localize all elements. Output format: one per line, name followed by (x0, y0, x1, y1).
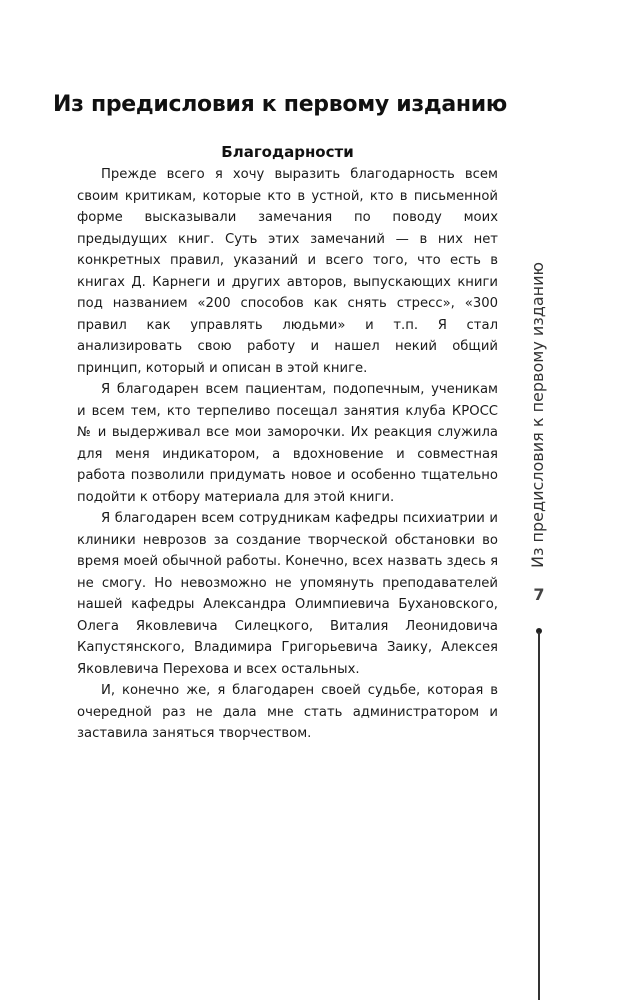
chapter-title: Из предисловия к первому изданию (53, 92, 507, 117)
paragraph-3: Я благодарен всем сотрудникам кафедры психиатрии и клиники неврозов за создание творческой обстановки во время моей обычной работы. Конечно, всех назвать здесь я не смогу. Но невозможно не упомянуть преподавателей нашей кафедры Александра Олимпиевича Бухановского, Олега Яковлевича Силецкого, Виталия Леонидовича Капустянского, Владимира Григорьевича Заику, Алексея Яковлевича Перехова и всех остальных. (77, 511, 498, 677)
body-text (77, 164, 498, 745)
section-heading: Благодарности (221, 143, 354, 161)
running-head: Из предисловия к первому изданию (528, 262, 547, 568)
paragraph-2: Я благодарен всем пациентам, подопечным, ученикам и всем тем, кто терпеливо посещал занятия клуба КРОСС № и выдерживал все мои заморочки. Их реакция служила для меня индикатором, а вдохновение и совместная работа позволили придумать новое и особенно тщательно подойти к отбору материала для этой книги. (77, 382, 498, 505)
paragraph-4: И, конечно же, я благодарен своей судьбе, которая в очередной раз не дала мне стать администратором и заставила заняться творчеством. (77, 683, 498, 741)
margin-rule (538, 632, 540, 1000)
page-number: 7 (533, 585, 545, 604)
paragraph-1: Прежде всего я хочу выразить благодарность всем своим критикам, которые кто в устной, кто в письменной форме высказывали замечания по поводу моих предыдущих книг. Суть этих замечаний — в них нет конкретных правил, указаний и всего того, что есть в книгах Д. Карнеги и других авторов, выпускающих книги под названием «200 способов как снять стресс», «300 правил как управлять людьми» и т.п. Я стал анализировать свою работу и нашел некий общий принцип, который и описан в этой книге. (77, 167, 498, 376)
